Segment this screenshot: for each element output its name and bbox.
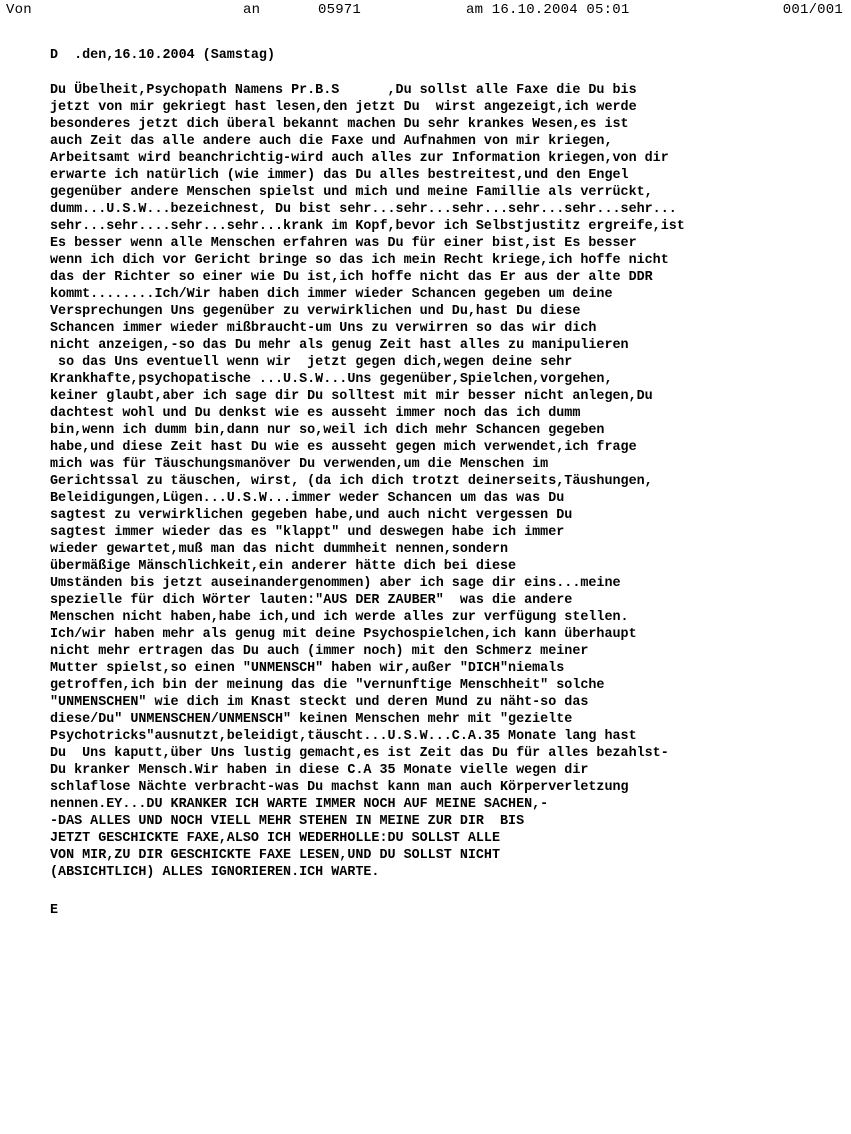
- letter-line: jetzt von mir gekriegt hast lesen,den jetzt Du wirst angezeigt,ich werde: [50, 100, 637, 115]
- letter-line: wieder gewartet,muß man das nicht dummheit nennen,sondern: [50, 542, 509, 557]
- letter-line: wenn ich dich vor Gericht bringe so das ich mein Recht kriege,ich hoffe nicht: [50, 253, 669, 268]
- fax-from-label: Von: [6, 2, 32, 18]
- letter-line: dachtest wohl und Du denkst wie es ausseht immer noch das ich dumm: [50, 406, 581, 421]
- letter-line: habe,und diese Zeit hast Du wie es ausseht gegen mich verwendet,ich frage: [50, 440, 637, 455]
- letter-line: -DAS ALLES UND NOCH VIELL MEHR STEHEN IN MEINE ZUR DIR BIS: [50, 814, 525, 829]
- letter-body: [50, 82, 840, 881]
- letter-line: mich was für Täuschungsmanöver Du verwenden,um die Menschen im: [50, 457, 549, 472]
- letter-line: so das Uns eventuell wenn wir jetzt gegen dich,wegen deine sehr: [50, 355, 573, 370]
- fax-page-count: 001/001: [782, 2, 843, 18]
- fax-number: 05971: [318, 2, 362, 18]
- letter-line: diese/Du" UNMENSCHEN/UNMENSCH" keinen Menschen mehr mit "gezielte: [50, 712, 573, 727]
- letter-line: Ich/wir haben mehr als genug mit deine Psychospielchen,ich kann überhaupt: [50, 627, 637, 642]
- fax-header: [0, 2, 851, 20]
- letter-line: Beleidigungen,Lügen...U.S.W...immer weder Schancen um das was Du: [50, 491, 565, 506]
- fax-to-label: an: [243, 2, 261, 18]
- letter-line: Du kranker Mensch.Wir haben in diese C.A 35 Monate vielle wegen dir: [50, 763, 589, 778]
- letter-line: (ABSICHTLICH) ALLES IGNORIEREN.ICH WARTE.: [50, 865, 380, 880]
- letter-line: sagtest immer wieder das es "klappt" und deswegen habe ich immer: [50, 525, 565, 540]
- letter-line: bin,wenn ich dumm bin,dann nur so,weil ich dich mehr Schancen gegeben: [50, 423, 605, 438]
- letter-line: sagtest zu verwirklichen gegeben habe,und auch nicht vergessen Du: [50, 508, 573, 523]
- fax-datetime: am 16.10.2004 05:01: [466, 2, 630, 18]
- letter-line: schlaflose Nächte verbracht-was Du machst kann man auch Körperverletzung: [50, 780, 629, 795]
- letter-line: nicht mehr ertragen das Du auch (immer noch) mit den Schmerz meiner: [50, 644, 589, 659]
- letter-line: gegenüber andere Menschen spielst und mich und meine Famillie als verrückt,: [50, 185, 653, 200]
- letter-line: nicht anzeigen,-so das Du mehr als genug Zeit hast alles zu manipulieren: [50, 338, 629, 353]
- letter-line: Psychotricks"ausnutzt,beleidigt,täuscht...U.S.W...C.A.35 Monate lang hast: [50, 729, 637, 744]
- letter-line: Mutter spielst,so einen "UNMENSCH" haben wir,außer "DICH"niemals: [50, 661, 565, 676]
- letter-line: kommt........Ich/Wir haben dich immer wieder Schancen gegeben um deine: [50, 287, 613, 302]
- letter-line: Versprechungen Uns gegenüber zu verwirklichen und Du,hast Du diese: [50, 304, 581, 319]
- letter-line: erwarte ich natürlich (wie immer) das Du alles bestreitest,und den Engel: [50, 168, 629, 183]
- letter-line: das der Richter so einer wie Du ist,ich hoffe nicht das Er aus der alte DDR: [50, 270, 653, 285]
- letter-line: Gerichtssal zu täuschen, wirst, (da ich dich trotzt deinerseits,Täushungen,: [50, 474, 653, 489]
- letter-line: dumm...U.S.W...bezeichnest, Du bist sehr...sehr...sehr...sehr...sehr...sehr...: [50, 202, 677, 217]
- letter-line: Menschen nicht haben,habe ich,und ich werde alles zur verfügung stellen.: [50, 610, 629, 625]
- letter-line: Arbeitsamt wird beanchrichtig-wird auch alles zur Information kriegen,von dir: [50, 151, 669, 166]
- letter-line: Du Uns kaputt,über Uns lustig gemacht,es ist Zeit das Du für alles bezahlst-: [50, 746, 669, 761]
- letter-line: Du Übelheit,Psychopath Namens Pr.B.S ,Du sollst alle Faxe die Du bis: [50, 83, 637, 98]
- letter-line: spezielle für dich Wörter lauten:"AUS DER ZAUBER" was die andere: [50, 593, 573, 608]
- letter-line: Schancen immer wieder mißbraucht-um Uns zu verwirren so das wir dich: [50, 321, 597, 336]
- letter-line: VON MIR,ZU DIR GESCHICKTE FAXE LESEN,UND DU SOLLST NICHT: [50, 848, 500, 863]
- signature-initial: E: [50, 903, 59, 918]
- letter-line: JETZT GESCHICKTE FAXE,ALSO ICH WEDERHOLLE:DU SOLLST ALLE: [50, 831, 500, 846]
- letter-line: "UNMENSCHEN" wie dich im Knast steckt und deren Mund zu näht-so das: [50, 695, 589, 710]
- letter-line: Es besser wenn alle Menschen erfahren was Du für einer bist,ist Es besser: [50, 236, 637, 251]
- letter-line: keiner glaubt,aber ich sage dir Du solltest mit mir besser nicht anlegen,Du: [50, 389, 653, 404]
- letter-date-line: D .den,16.10.2004 (Samstag): [50, 48, 275, 63]
- letter-line: übermäßige Mänschlichkeit,ein anderer hätte dich bei diese: [50, 559, 517, 574]
- letter-line: nennen.EY...DU KRANKER ICH WARTE IMMER NOCH AUF MEINE SACHEN,-: [50, 797, 549, 812]
- letter-line: auch Zeit das alle andere auch die Faxe und Aufnahmen von mir kriegen,: [50, 134, 613, 149]
- letter-line: besonderes jetzt dich überal bekannt machen Du sehr krankes Wesen,es ist: [50, 117, 629, 132]
- letter-line: sehr...sehr....sehr...sehr...krank im Kopf,bevor ich Selbstjustitz ergreife,ist: [50, 219, 685, 234]
- letter-line: Krankhafte,psychopatische ...U.S.W...Uns gegenüber,Spielchen,vorgehen,: [50, 372, 613, 387]
- letter-line: getroffen,ich bin der meinung das die "vernunftige Menschheit" solche: [50, 678, 605, 693]
- letter-line: Umständen bis jetzt auseinandergenommen) aber ich sage dir eins...meine: [50, 576, 621, 591]
